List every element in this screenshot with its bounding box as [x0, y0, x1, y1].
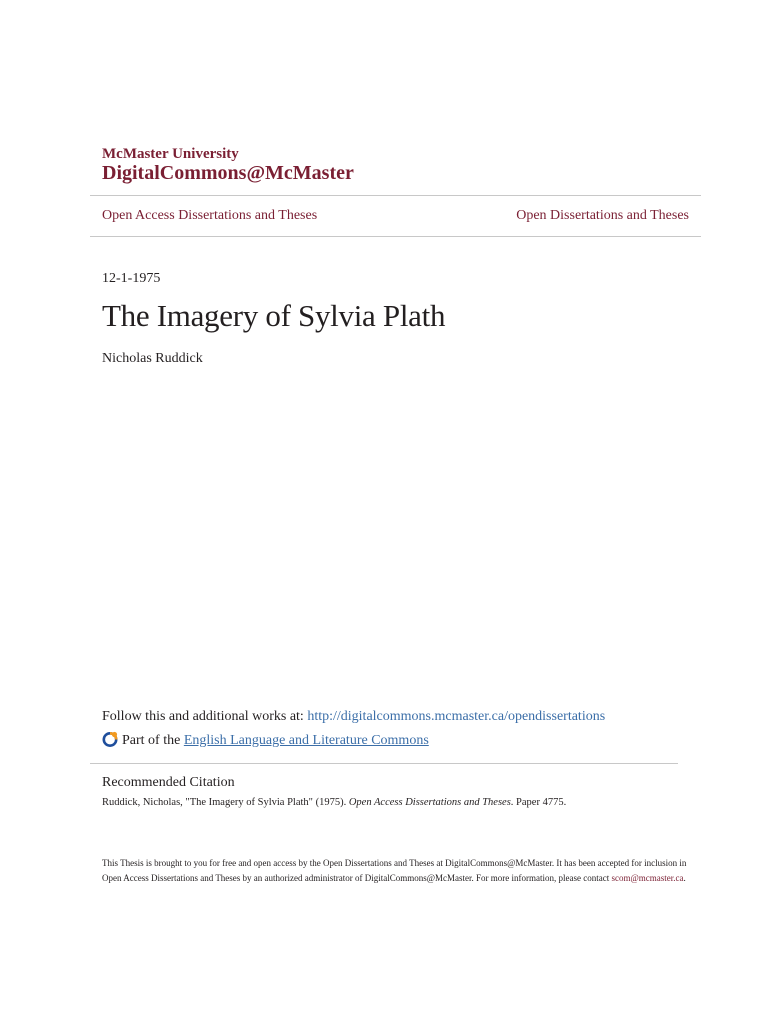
author-name: Nicholas Ruddick: [102, 351, 203, 366]
institution-name: McMaster University: [102, 146, 239, 162]
bepress-commons-icon: [102, 731, 119, 753]
contact-email-link[interactable]: scom@mcmaster.ca: [611, 873, 684, 883]
document-title: The Imagery of Sylvia Plath: [102, 298, 446, 333]
series-link-right[interactable]: Open Dissertations and Theses: [516, 208, 689, 223]
part-of-line: [102, 731, 429, 753]
citation-suffix: . Paper 4775.: [510, 797, 567, 808]
notice-text: This Thesis is brought to you for free and open access by the Open Dissertations and Theses at DigitalCommons@McMaster. It has been accepted for inclusion in Open Access Dissertations and Theses by an authorized administrator of DigitalCommons@McMaster. For more information, please contact: [102, 858, 687, 883]
access-notice: [102, 856, 692, 886]
repository-name[interactable]: DigitalCommons@McMaster: [102, 162, 354, 184]
publication-date: 12-1-1975: [102, 271, 161, 286]
top-divider: [90, 195, 701, 196]
part-of-label: Part of the: [122, 733, 184, 748]
notice-end: .: [683, 873, 686, 883]
nav-divider: [90, 236, 701, 237]
citation-text: [102, 796, 566, 810]
follow-label: Follow this and additional works at:: [102, 709, 308, 724]
citation-heading: Recommended Citation: [102, 775, 235, 790]
collection-url-link[interactable]: http://digitalcommons.mcmaster.ca/opendissertations: [307, 709, 606, 724]
citation-divider: [90, 763, 678, 764]
series-link-left[interactable]: Open Access Dissertations and Theses: [102, 208, 318, 223]
follow-line: [102, 708, 605, 726]
citation-series: Open Access Dissertations and Theses: [348, 797, 511, 808]
citation-prefix: Ruddick, Nicholas, "The Imagery of Sylvia Plath" (1975).: [102, 797, 349, 808]
commons-link[interactable]: English Language and Literature Commons: [183, 733, 429, 748]
